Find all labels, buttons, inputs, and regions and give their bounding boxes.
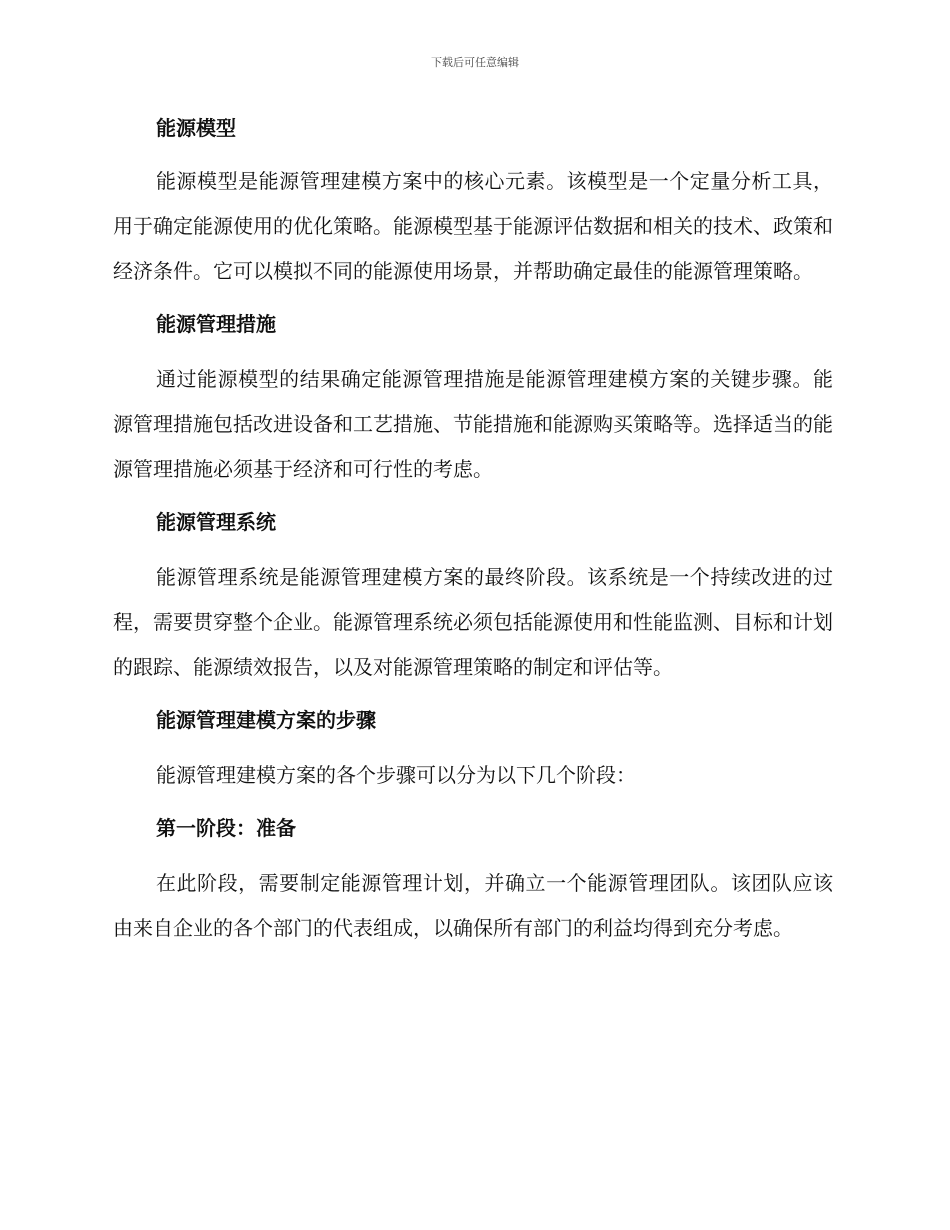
section-heading-steps: 能源管理建模方案的步骤 [156,708,376,732]
section-paragraph-system: 能源管理系统是能源管理建模方案的最终阶段。该系统是一个持续改进的过程，需要贯穿整个企业。能源管理系统必须包括能源使用和性能监测、目标和计划的跟踪、能源绩效报告，以及对能源管理策略的制定和评估等。 [113,565,833,679]
section-paragraph-energy-model: 能源模型是能源管理建模方案中的核心元素。该模型是一个定量分析工具，用于确定能源使用的优化策略。能源模型基于能源评估数据和相关的技术、政策和经济条件。它可以模拟不同的能源使用场景，并帮助确定最佳的能源管理策略。 [113,169,833,283]
document-body [113,112,833,951]
section-paragraph-measures: 通过能源模型的结果确定能源管理措施是能源管理建模方案的关键步骤。能源管理措施包括改进设备和工艺措施、节能措施和能源购买策略等。选择适当的能源管理措施必须基于经济和可行性的考虑。 [113,367,833,481]
section-heading-measures: 能源管理措施 [156,312,276,336]
section-heading-system: 能源管理系统 [156,510,276,534]
section-heading-phase1: 第一阶段：准备 [156,816,296,840]
section-paragraph-steps: 能源管理建模方案的各个步骤可以分为以下几个阶段： [156,763,636,787]
section-paragraph-phase1: 在此阶段，需要制定能源管理计划，并确立一个能源管理团队。该团队应该由来自企业的各个部门的代表组成，以确保所有部门的利益均得到充分考虑。 [113,871,833,940]
section-heading-energy-model: 能源模型 [156,116,236,140]
page-header: 下载后可任意编辑 [431,56,519,69]
